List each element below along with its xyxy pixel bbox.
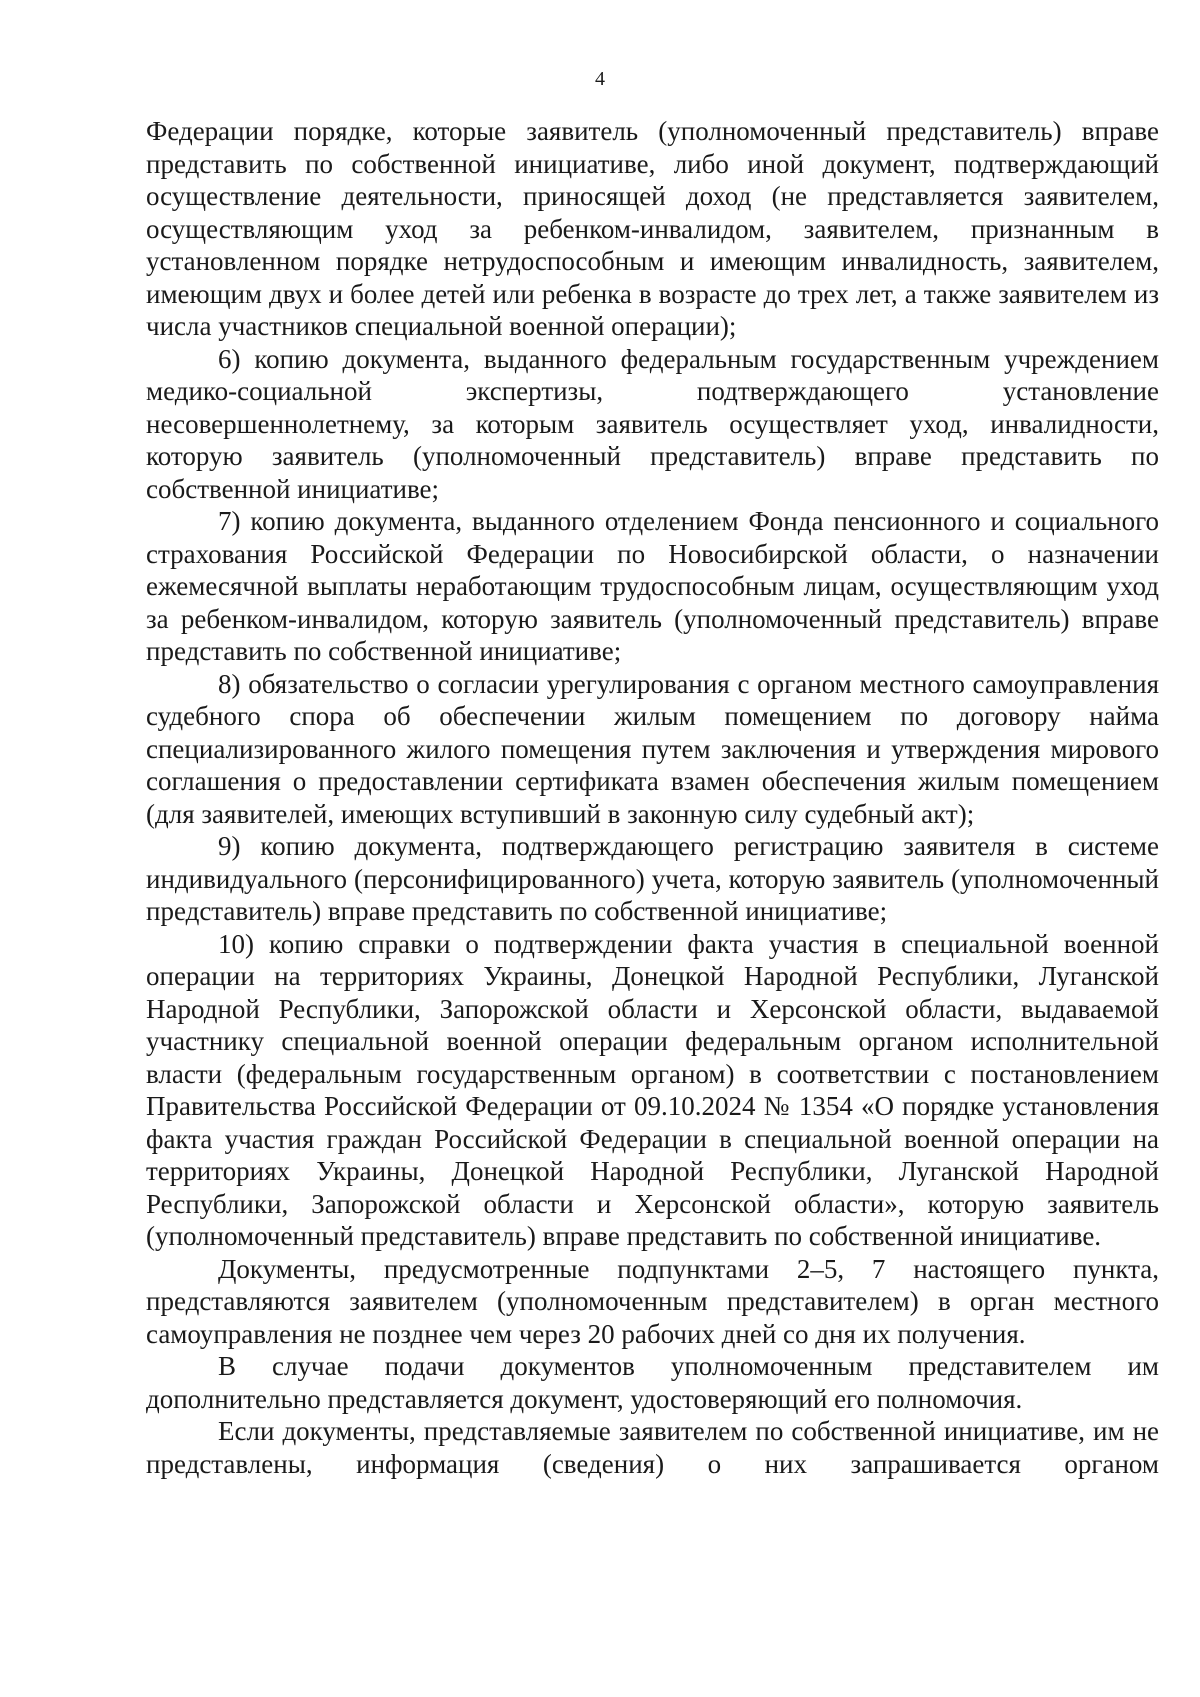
paragraph-continuation: Федерации порядке, которые заявитель (уполномоченный представитель) вправе представить по собственной инициативе, либо иной документ, подтверждающий осуществление деятельности, приносящей доход (не представляется заявителем, осуществляющим уход за ребенком-инвалидом, заявителем, признанным в установленном порядке нетрудоспособным и имеющим инвалидность, заявителем, имеющим двух и более детей или ребенка в возрасте до трех лет, а также заявителем из числа участников специальной военной операции); — [146, 116, 1159, 341]
page-number: 4 — [595, 68, 605, 90]
paragraph-representative: В случае подачи документов уполномоченным представителем им дополнительно представляется документ, удостоверяющий его полномочия. — [146, 1351, 1159, 1414]
paragraph-item-10: 10) копию справки о подтверждении факта участия в специальной военной операции на территориях Украины, Донецкой Народной Республики, Луганской Народной Республики, Запорожской области и Херсонской области, выдаваемой участнику специальной военной операции федеральным органом исполнительной власти (федеральным государственным органом) в соответствии с постановлением Правительства Российской Федерации от 09.10.2024 № 1354 «О порядке установления факта участия граждан Российской Федерации в специальной военной операции на территориях Украины, Донецкой Народной Республики, Луганской Народной Республики, Запорожской области и Херсонской области», которую заявитель (уполномоченный представитель) вправе представить по собственной инициативе. — [146, 928, 1159, 1251]
paragraph-item-8: 8) обязательство о согласии урегулирования с органом местного самоуправления судебного спора об обеспечении жилым помещением по договору найма специализированного жилого помещения путем заключения и утверждения мирового соглашения о предоставлении сертификата взамен обеспечения жилым помещением (для заявителей, имеющих вступивший в законную силу судебный акт); — [146, 668, 1159, 829]
paragraph-documents-deadline: Документы, предусмотренные подпунктами 2–5, 7 настоящего пункта, представляются заявителем (уполномоченным представителем) в орган местного самоуправления не позднее чем через 20 рабочих дней со дня их получения. — [146, 1253, 1159, 1349]
paragraph-item-6: 6) копию документа, выданного федеральным государственным учреждением медико-социальной экспертизы, подтверждающего установление несовершеннолетнему, за которым заявитель осуществляет уход, инвалидности, которую заявитель (уполномоченный представитель) вправе представить по собственной инициативе; — [146, 343, 1159, 504]
paragraph-item-9: 9) копию документа, подтверждающего регистрацию заявителя в системе индивидуального (персонифицированного) учета, которую заявитель (уполномоченный представитель) вправе представить по собственной инициативе; — [146, 831, 1159, 926]
document-body — [146, 115, 1159, 1480]
paragraph-information-request: Если документы, представляемые заявителем по собственной инициативе, им не представлены, информация (сведения) о них запрашивается органом — [146, 1416, 1159, 1479]
paragraph-item-7: 7) копию документа, выданного отделением Фонда пенсионного и социального страхования Российской Федерации по Новосибирской области, о назначении ежемесячной выплаты неработающим трудоспособным лицам, осуществляющим уход за ребенком-инвалидом, которую заявитель (уполномоченный представитель) вправе представить по собственной инициативе; — [146, 506, 1159, 666]
